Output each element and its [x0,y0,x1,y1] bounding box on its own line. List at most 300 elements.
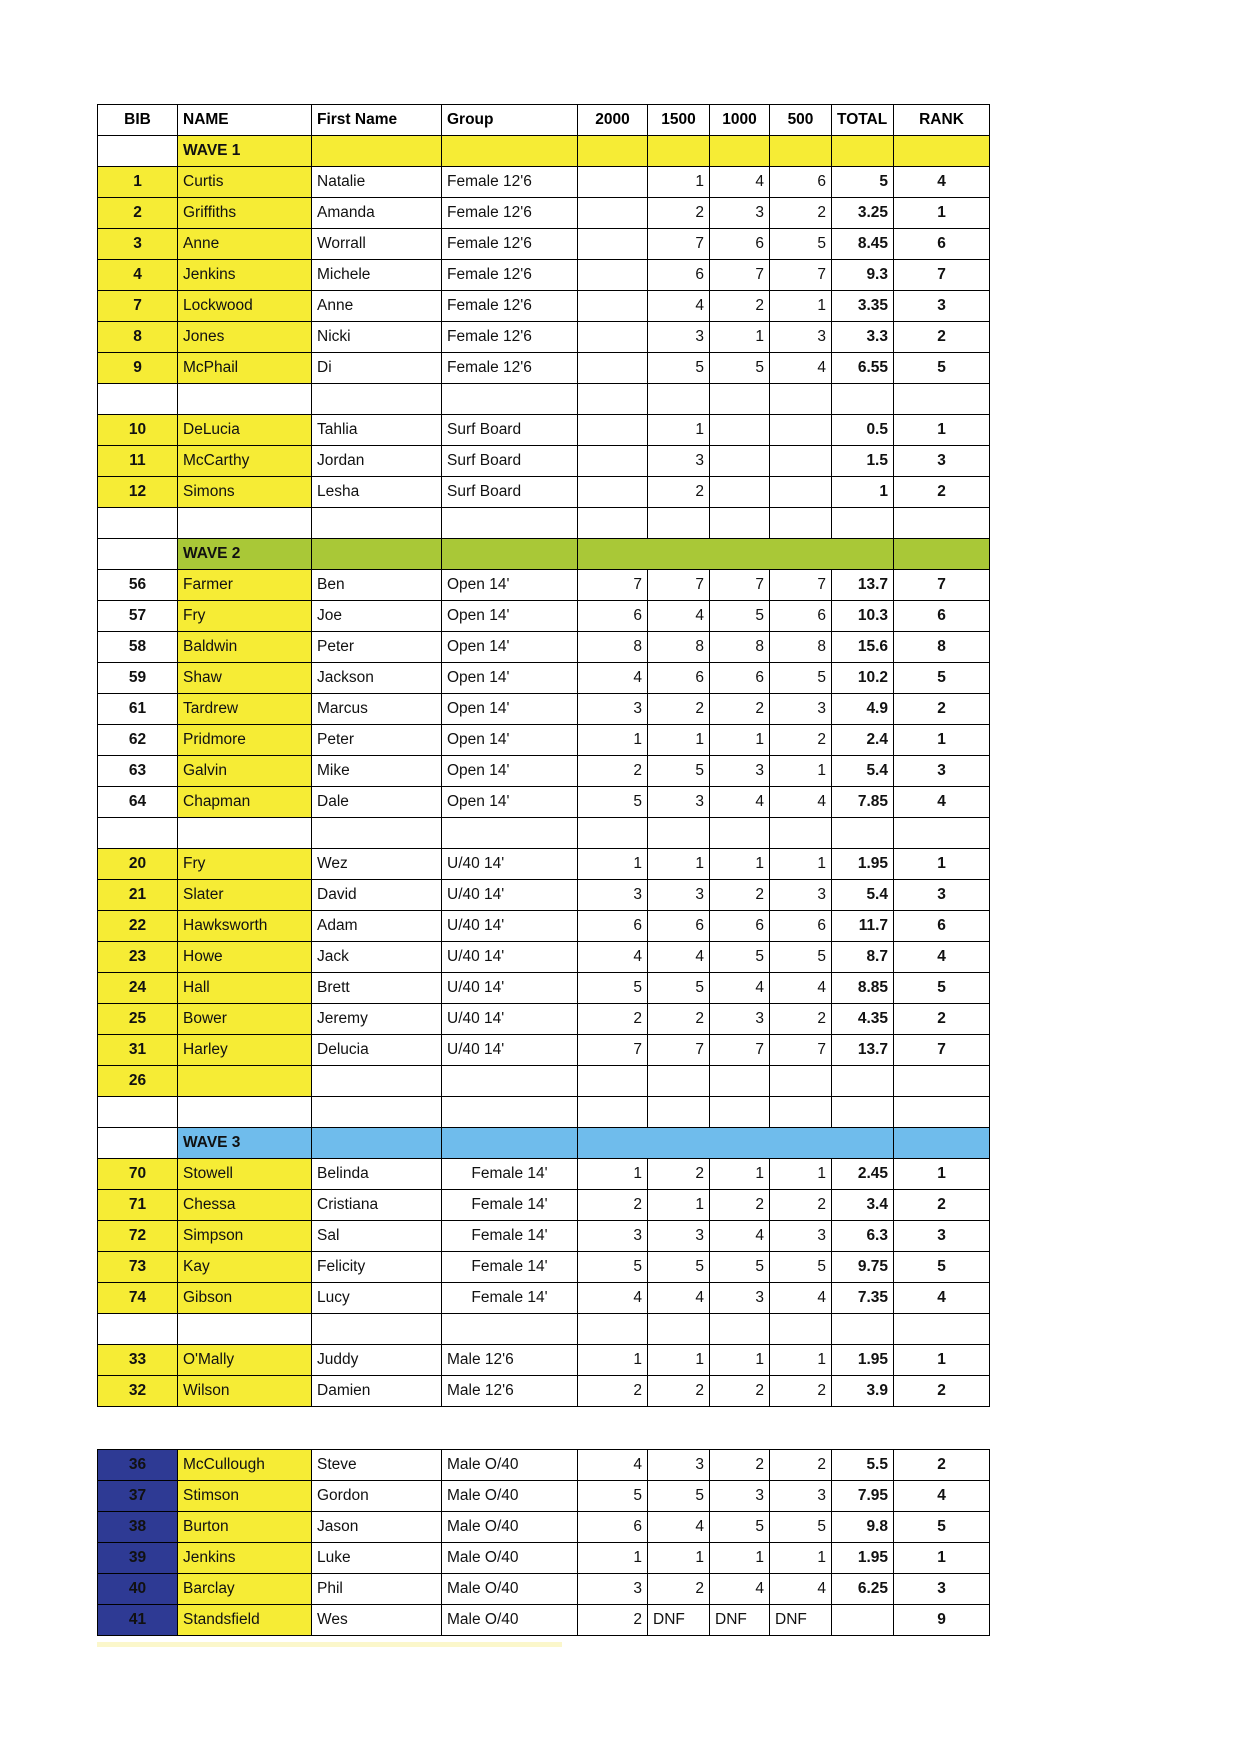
score-1500-cell [648,1314,710,1345]
rank-cell [894,1314,990,1345]
total-cell: 6.25 [832,1574,894,1605]
score-500-cell: 1 [770,1543,832,1574]
score-500-cell: 3 [770,1481,832,1512]
score-2000-cell: 4 [578,1450,648,1481]
group-cell: Female 12'6 [442,198,578,229]
score-500-cell: 3 [770,694,832,725]
entry-row [98,1159,990,1190]
rank-cell: 1 [894,725,990,756]
score-500-cell: 7 [770,570,832,601]
bib-cell: 1 [98,167,178,198]
score-1000-cell: 1 [710,1345,770,1376]
score-500-cell: 5 [770,229,832,260]
group-cell: Female 12'6 [442,260,578,291]
rank-cell: 1 [894,198,990,229]
group-cell: Open 14' [442,663,578,694]
score-1500-cell: 8 [648,632,710,663]
surname-cell: Jenkins [178,260,312,291]
rank-cell: 5 [894,1252,990,1283]
score-1500-cell: 4 [648,1283,710,1314]
column-header-500: 500 [770,105,832,136]
first-name-cell: Jackson [312,663,442,694]
score-1000-cell: 5 [710,942,770,973]
first-name-cell [312,818,442,849]
first-name-cell: Juddy [312,1345,442,1376]
rank-cell: 2 [894,1376,990,1407]
header-row [98,105,990,136]
total-cell: 10.2 [832,663,894,694]
group-cell: U/40 14' [442,1035,578,1066]
entry-row [98,260,990,291]
column-header-first-name: First Name [312,105,442,136]
surname-cell: Bower [178,1004,312,1035]
score-1000-cell: 4 [710,1574,770,1605]
score-2000-cell: 7 [578,570,648,601]
group-cell: Female 12'6 [442,167,578,198]
surname-cell: Shaw [178,663,312,694]
entry-row [98,694,990,725]
rank-cell: 1 [894,1543,990,1574]
score-500-cell: 1 [770,849,832,880]
group-cell [442,539,578,570]
surname-cell: Chapman [178,787,312,818]
entry-row [98,601,990,632]
score-1500-cell: 4 [648,291,710,322]
entry-row [98,1345,990,1376]
rank-cell: 6 [894,229,990,260]
group-cell: Open 14' [442,756,578,787]
first-name-cell [312,384,442,415]
entry-row [98,1035,990,1066]
score-1000-cell: 2 [710,694,770,725]
total-cell: 1.5 [832,446,894,477]
score-500-cell [770,384,832,415]
score-500-cell [770,136,832,167]
bib-cell: 73 [98,1252,178,1283]
bib-cell: 40 [98,1574,178,1605]
score-1500-cell: 4 [648,1512,710,1543]
entry-row [98,756,990,787]
score-2000-cell: 6 [578,1512,648,1543]
score-2000-cell: 8 [578,632,648,663]
first-name-cell: Jason [312,1512,442,1543]
score-500-cell: 2 [770,1004,832,1035]
score-1000-cell: 3 [710,1004,770,1035]
first-name-cell [312,539,442,570]
score-1500-cell: 2 [648,477,710,508]
rank-cell: 2 [894,322,990,353]
bib-cell: 4 [98,260,178,291]
surname-cell: Standsfield [178,1605,312,1636]
first-name-cell: Gordon [312,1481,442,1512]
score-1500-cell: 3 [648,880,710,911]
total-cell: 1.95 [832,849,894,880]
score-1000-cell: 4 [710,973,770,1004]
rank-cell: 4 [894,942,990,973]
surname-cell: Fry [178,849,312,880]
surname-cell [178,1314,312,1345]
bib-cell: 9 [98,353,178,384]
entry-row [98,1450,990,1481]
first-name-cell: Ben [312,570,442,601]
score-500-cell [770,508,832,539]
main-results-table [97,104,990,1407]
score-2000-cell: 3 [578,1221,648,1252]
column-header-1000: 1000 [710,105,770,136]
score-2000-cell [578,167,648,198]
surname-cell: Baldwin [178,632,312,663]
total-cell: 13.7 [832,570,894,601]
bib-cell [98,1128,178,1159]
rank-cell [894,818,990,849]
surname-cell: Simpson [178,1221,312,1252]
first-name-cell: Wez [312,849,442,880]
score-2000-cell [578,322,648,353]
score-2000-cell: 4 [578,1283,648,1314]
group-cell: Surf Board [442,415,578,446]
score-2000-cell [578,136,648,167]
first-name-cell: Nicki [312,322,442,353]
score-1500-cell: 3 [648,1450,710,1481]
first-name-cell: Brett [312,973,442,1004]
blank-row [98,818,990,849]
score-500-cell: 5 [770,942,832,973]
score-1500-cell: 4 [648,942,710,973]
rank-cell: 5 [894,353,990,384]
surname-cell: Barclay [178,1574,312,1605]
surname-cell: Wilson [178,1376,312,1407]
column-header-rank: RANK [894,105,990,136]
score-500-cell: 1 [770,291,832,322]
score-1500-cell: 7 [648,229,710,260]
rank-cell: 7 [894,1035,990,1066]
score-2000-cell: 6 [578,601,648,632]
surname-cell [178,818,312,849]
score-1000-cell: 4 [710,787,770,818]
rank-cell: 4 [894,167,990,198]
score-2000-cell: 6 [578,911,648,942]
score-500-cell: 7 [770,260,832,291]
group-cell: Open 14' [442,725,578,756]
score-1500-cell [648,1066,710,1097]
score-1000-cell: 8 [710,632,770,663]
entry-row [98,353,990,384]
wave-banner-label: WAVE 3 [178,1128,312,1159]
score-1500-cell: DNF [648,1605,710,1636]
first-name-cell: Peter [312,725,442,756]
total-cell [832,1097,894,1128]
score-500-cell [770,477,832,508]
rank-cell [894,1097,990,1128]
score-500-cell: 7 [770,1035,832,1066]
score-1500-cell: 6 [648,260,710,291]
bib-cell [98,818,178,849]
score-500-cell: 2 [770,198,832,229]
group-cell: U/40 14' [442,880,578,911]
group-cell: U/40 14' [442,973,578,1004]
score-1000-cell: 2 [710,1190,770,1221]
surname-cell: Lockwood [178,291,312,322]
score-500-cell: 5 [770,1252,832,1283]
group-cell [442,384,578,415]
group-cell: U/40 14' [442,1004,578,1035]
rank-cell [894,539,990,570]
entry-row [98,1574,990,1605]
bib-cell: 7 [98,291,178,322]
score-500-cell: DNF [770,1605,832,1636]
surname-cell: Stowell [178,1159,312,1190]
score-500-cell: 4 [770,1283,832,1314]
score-1000-cell: 1 [710,725,770,756]
score-1500-cell [648,818,710,849]
first-name-cell: Marcus [312,694,442,725]
score-2000-cell [578,1066,648,1097]
score-1000-cell [710,477,770,508]
group-cell: Surf Board [442,477,578,508]
entry-row [98,1376,990,1407]
score-1500-cell: 1 [648,167,710,198]
first-name-cell [312,136,442,167]
column-header-bib: BIB [98,105,178,136]
group-cell [442,818,578,849]
score-500-cell: 4 [770,787,832,818]
total-cell: 4.9 [832,694,894,725]
rank-cell [894,384,990,415]
score-1000-cell [710,415,770,446]
score-1500-cell: 5 [648,1252,710,1283]
surname-cell [178,1066,312,1097]
score-2000-cell: 3 [578,694,648,725]
total-cell: 5.4 [832,880,894,911]
score-1500-cell: 3 [648,446,710,477]
score-500-cell: 6 [770,911,832,942]
group-cell [442,508,578,539]
blank-row [98,384,990,415]
bib-cell: 56 [98,570,178,601]
group-cell: Female 12'6 [442,322,578,353]
score-1000-cell: 5 [710,1252,770,1283]
rank-cell: 4 [894,787,990,818]
score-500-cell: 2 [770,1376,832,1407]
group-cell [442,1066,578,1097]
score-1000-cell [710,446,770,477]
score-1500-cell: 5 [648,1481,710,1512]
partial-row-sliver [97,1642,562,1647]
bib-cell: 2 [98,198,178,229]
score-2000-cell: 1 [578,1543,648,1574]
entry-row [98,849,990,880]
entry-row [98,198,990,229]
entry-row [98,973,990,1004]
score-1500-cell: 2 [648,1159,710,1190]
entry-row [98,570,990,601]
score-1000-cell: 2 [710,291,770,322]
first-name-cell: Di [312,353,442,384]
total-cell: 6.55 [832,353,894,384]
first-name-cell: Adam [312,911,442,942]
entry-row [98,477,990,508]
score-1500-cell: 7 [648,570,710,601]
surname-cell [178,1097,312,1128]
surname-cell: Stimson [178,1481,312,1512]
surname-cell: Slater [178,880,312,911]
rank-cell: 1 [894,1159,990,1190]
score-2000-cell: 7 [578,1035,648,1066]
entry-row [98,725,990,756]
first-name-cell: Wes [312,1605,442,1636]
wave-banner-label: WAVE 1 [178,136,312,167]
scores-merged-cell [578,1128,894,1159]
surname-cell: Jones [178,322,312,353]
score-2000-cell: 3 [578,880,648,911]
score-1000-cell: 1 [710,322,770,353]
score-500-cell [770,818,832,849]
rank-cell: 5 [894,973,990,1004]
rank-cell: 3 [894,446,990,477]
score-1500-cell: 5 [648,973,710,1004]
total-cell: 9.75 [832,1252,894,1283]
score-500-cell: 2 [770,1190,832,1221]
entry-row [98,167,990,198]
bib-cell: 39 [98,1543,178,1574]
score-500-cell: 8 [770,632,832,663]
total-cell: 10.3 [832,601,894,632]
bib-cell [98,136,178,167]
score-1000-cell: 4 [710,1221,770,1252]
score-2000-cell: 4 [578,663,648,694]
score-1000-cell: 2 [710,880,770,911]
surname-cell: O'Mally [178,1345,312,1376]
surname-cell: McPhail [178,353,312,384]
score-1500-cell: 3 [648,1221,710,1252]
entry-row [98,1283,990,1314]
score-1000-cell [710,384,770,415]
score-1500-cell: 2 [648,198,710,229]
bib-cell: 63 [98,756,178,787]
rank-cell: 3 [894,291,990,322]
entry-row [98,291,990,322]
score-500-cell: 2 [770,1450,832,1481]
total-cell: 5.4 [832,756,894,787]
first-name-cell: Sal [312,1221,442,1252]
total-cell: 5.5 [832,1450,894,1481]
score-2000-cell [578,1097,648,1128]
score-1000-cell [710,818,770,849]
score-1000-cell: 3 [710,1481,770,1512]
score-1000-cell: 7 [710,570,770,601]
group-cell [442,136,578,167]
score-2000-cell [578,260,648,291]
entry-row [98,1004,990,1035]
bib-cell: 22 [98,911,178,942]
total-cell: 9.3 [832,260,894,291]
score-1000-cell: 1 [710,1159,770,1190]
group-cell: Female 14' [442,1252,578,1283]
score-500-cell [770,415,832,446]
score-2000-cell [578,477,648,508]
score-2000-cell [578,229,648,260]
score-500-cell: 5 [770,663,832,694]
score-500-cell [770,1314,832,1345]
first-name-cell [312,1314,442,1345]
score-2000-cell: 2 [578,1004,648,1035]
group-cell: Male O/40 [442,1512,578,1543]
score-1000-cell: 2 [710,1376,770,1407]
score-1000-cell: 1 [710,849,770,880]
total-cell: 7.95 [832,1481,894,1512]
surname-cell: Burton [178,1512,312,1543]
score-1500-cell: 2 [648,1376,710,1407]
score-2000-cell: 1 [578,849,648,880]
first-name-cell: Luke [312,1543,442,1574]
score-1500-cell: 2 [648,1574,710,1605]
score-500-cell [770,446,832,477]
surname-cell: McCullough [178,1450,312,1481]
total-cell: 15.6 [832,632,894,663]
rank-cell: 9 [894,1605,990,1636]
bib-cell: 61 [98,694,178,725]
group-cell: Female 14' [442,1159,578,1190]
surname-cell [178,384,312,415]
entry-row [98,1066,990,1097]
bib-cell: 20 [98,849,178,880]
group-cell: Open 14' [442,632,578,663]
first-name-cell: Lesha [312,477,442,508]
total-cell [832,818,894,849]
score-1500-cell: 7 [648,1035,710,1066]
bib-cell: 57 [98,601,178,632]
bib-cell: 24 [98,973,178,1004]
bib-cell: 72 [98,1221,178,1252]
score-2000-cell: 2 [578,1190,648,1221]
surname-cell: Chessa [178,1190,312,1221]
total-cell [832,508,894,539]
score-2000-cell [578,291,648,322]
bib-cell: 21 [98,880,178,911]
first-name-cell [312,1128,442,1159]
rank-cell [894,508,990,539]
score-1000-cell: 6 [710,663,770,694]
male-o40-table [97,1449,990,1636]
group-cell: Open 14' [442,601,578,632]
surname-cell: Fry [178,601,312,632]
group-cell: Female 12'6 [442,229,578,260]
score-1500-cell: 6 [648,663,710,694]
bib-cell: 62 [98,725,178,756]
first-name-cell: Natalie [312,167,442,198]
bib-cell: 23 [98,942,178,973]
group-cell: Open 14' [442,694,578,725]
group-cell: Male O/40 [442,1543,578,1574]
first-name-cell: Tahlia [312,415,442,446]
score-1500-cell: 4 [648,601,710,632]
group-cell: Female 14' [442,1221,578,1252]
group-cell: U/40 14' [442,911,578,942]
first-name-cell: Belinda [312,1159,442,1190]
total-cell: 5 [832,167,894,198]
total-cell: 2.45 [832,1159,894,1190]
group-cell: Male O/40 [442,1605,578,1636]
score-1500-cell [648,1097,710,1128]
score-2000-cell [578,1314,648,1345]
entry-row [98,632,990,663]
entry-row [98,911,990,942]
score-500-cell: 1 [770,1159,832,1190]
rank-cell: 1 [894,849,990,880]
score-1500-cell [648,136,710,167]
group-cell [442,1128,578,1159]
rank-cell: 5 [894,663,990,694]
